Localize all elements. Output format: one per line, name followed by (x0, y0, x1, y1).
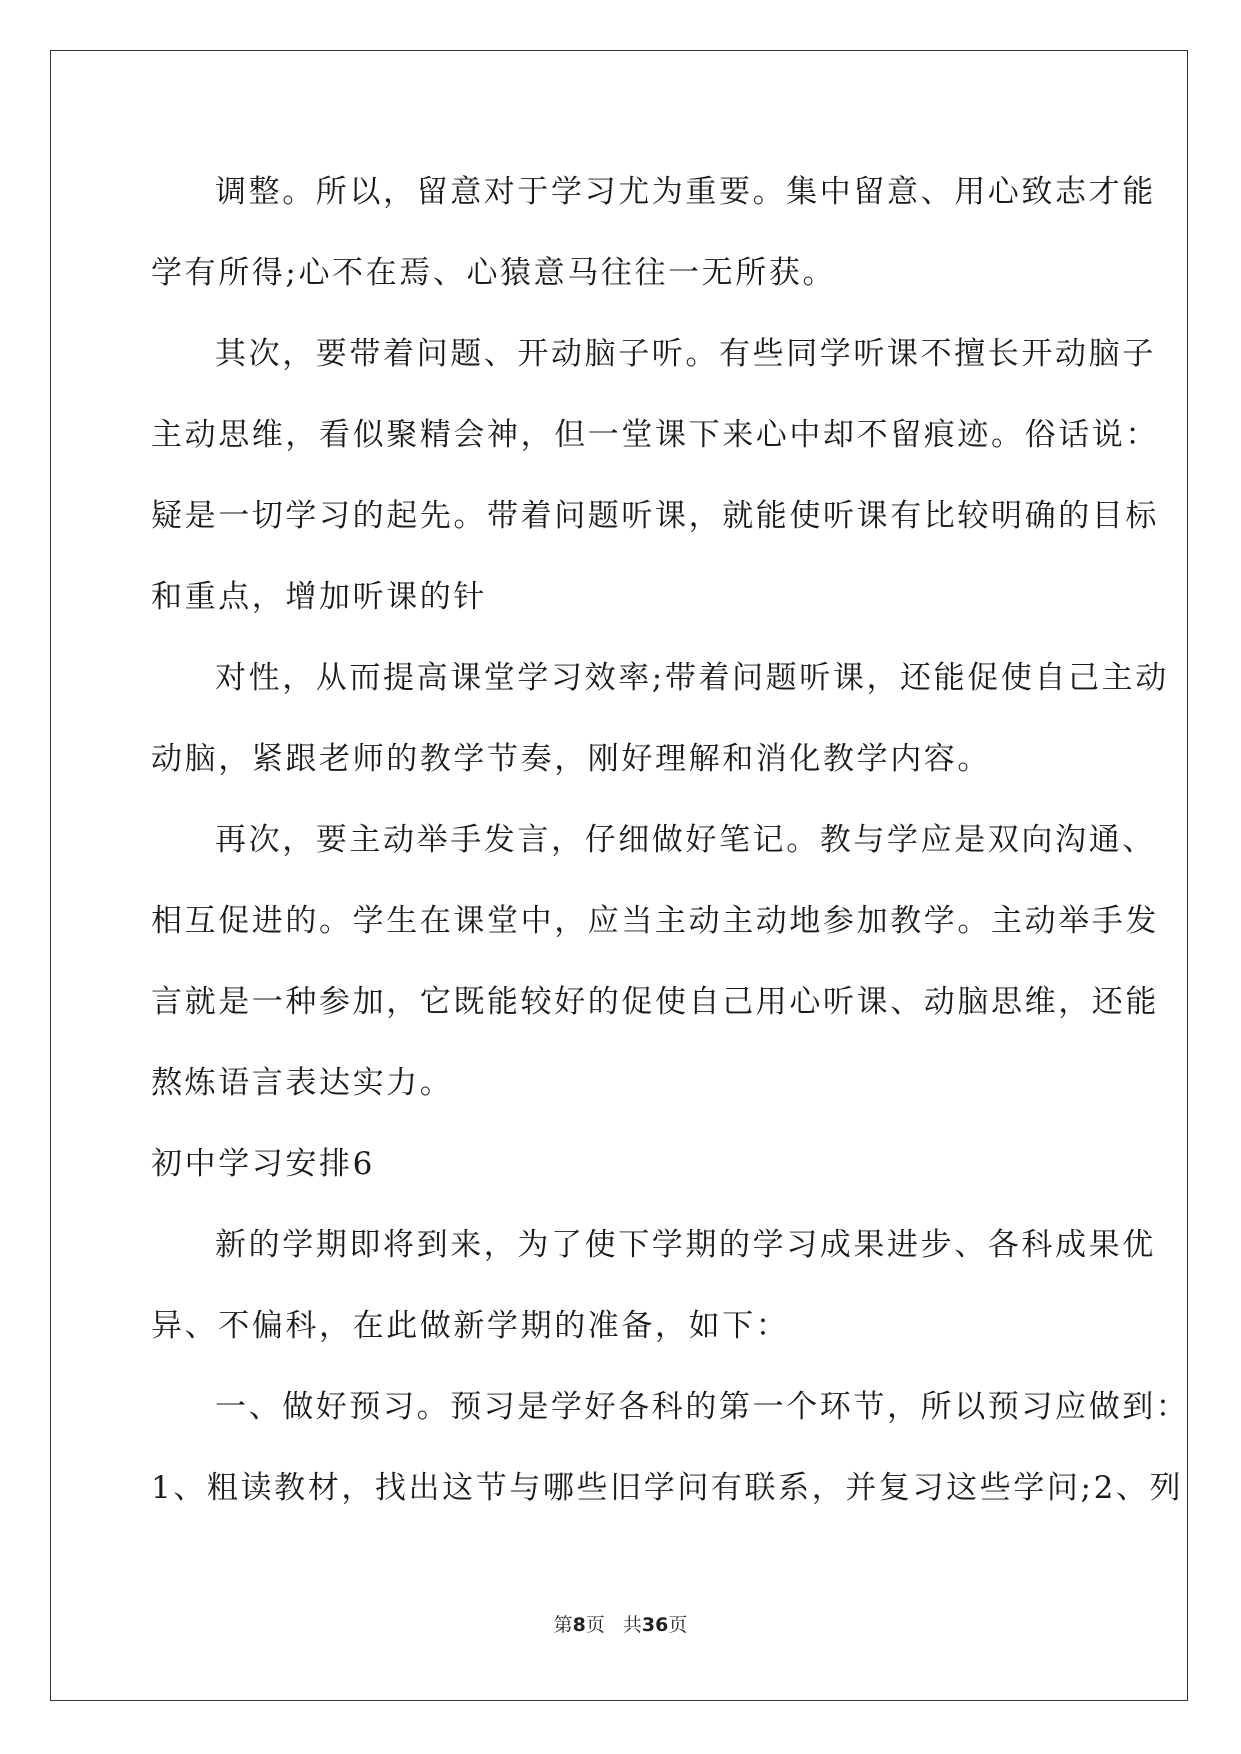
footer-prefix: 第 (553, 1614, 573, 1636)
body-text-line: 1、粗读教材，找出这节与哪些旧学问有联系，并复习这些学问;2、列 (151, 1470, 1184, 1506)
body-text-line: 学有所得;心不在焉、心猿意马往往一无所获。 (151, 255, 837, 291)
body-text-line: 疑是一切学习的起先。带着问题听课，就能使听课有比较明确的目标 (151, 498, 1159, 534)
body-text-line: 熬炼语言表达实力。 (151, 1065, 454, 1101)
page-footer (0, 1613, 1241, 1637)
page-border (50, 50, 1188, 1701)
current-page-number: 8 (572, 1614, 586, 1636)
body-text-line: 一、做好预习。预习是学好各科的第一个环节，所以预习应做到： (215, 1389, 1190, 1425)
body-text-line: 异、不偏科，在此做新学期的准备，如下： (151, 1308, 790, 1344)
body-text-line: 对性，从而提高课堂学习效率;带着问题听课，还能促使自己主动 (215, 660, 1169, 696)
footer-total-prefix: 共 (622, 1614, 642, 1636)
body-text-line: 调整。所以，留意对于学习尤为重要。集中留意、用心致志才能 (215, 174, 1156, 210)
body-text-line: 其次，要带着问题、开动脑子听。有些同学听课不擅长开动脑子 (215, 336, 1156, 372)
body-text-line: 言就是一种参加，它既能较好的促使自己用心听课、动脑思维，还能 (151, 984, 1159, 1020)
total-pages-number: 36 (641, 1614, 669, 1636)
body-text-line: 主动思维，看似聚精会神，但一堂课下来心中却不留痕迹。俗话说： (151, 417, 1159, 453)
body-text-line: 相互促进的。学生在课堂中，应当主动主动地参加教学。主动举手发 (151, 903, 1159, 939)
section-heading: 初中学习安排6 (151, 1146, 375, 1182)
footer-total-suffix: 页 (668, 1614, 688, 1636)
body-text-line: 再次，要主动举手发言，仔细做好笔记。教与学应是双向沟通、 (215, 822, 1156, 858)
footer-page-word: 页 (585, 1614, 605, 1636)
body-text-line: 动脑，紧跟老师的教学节奏，刚好理解和消化教学内容。 (151, 741, 991, 777)
body-text-line: 和重点，增加听课的针 (151, 579, 487, 615)
body-text-line: 新的学期即将到来，为了使下学期的学习成果进步、各科成果优 (215, 1227, 1156, 1263)
